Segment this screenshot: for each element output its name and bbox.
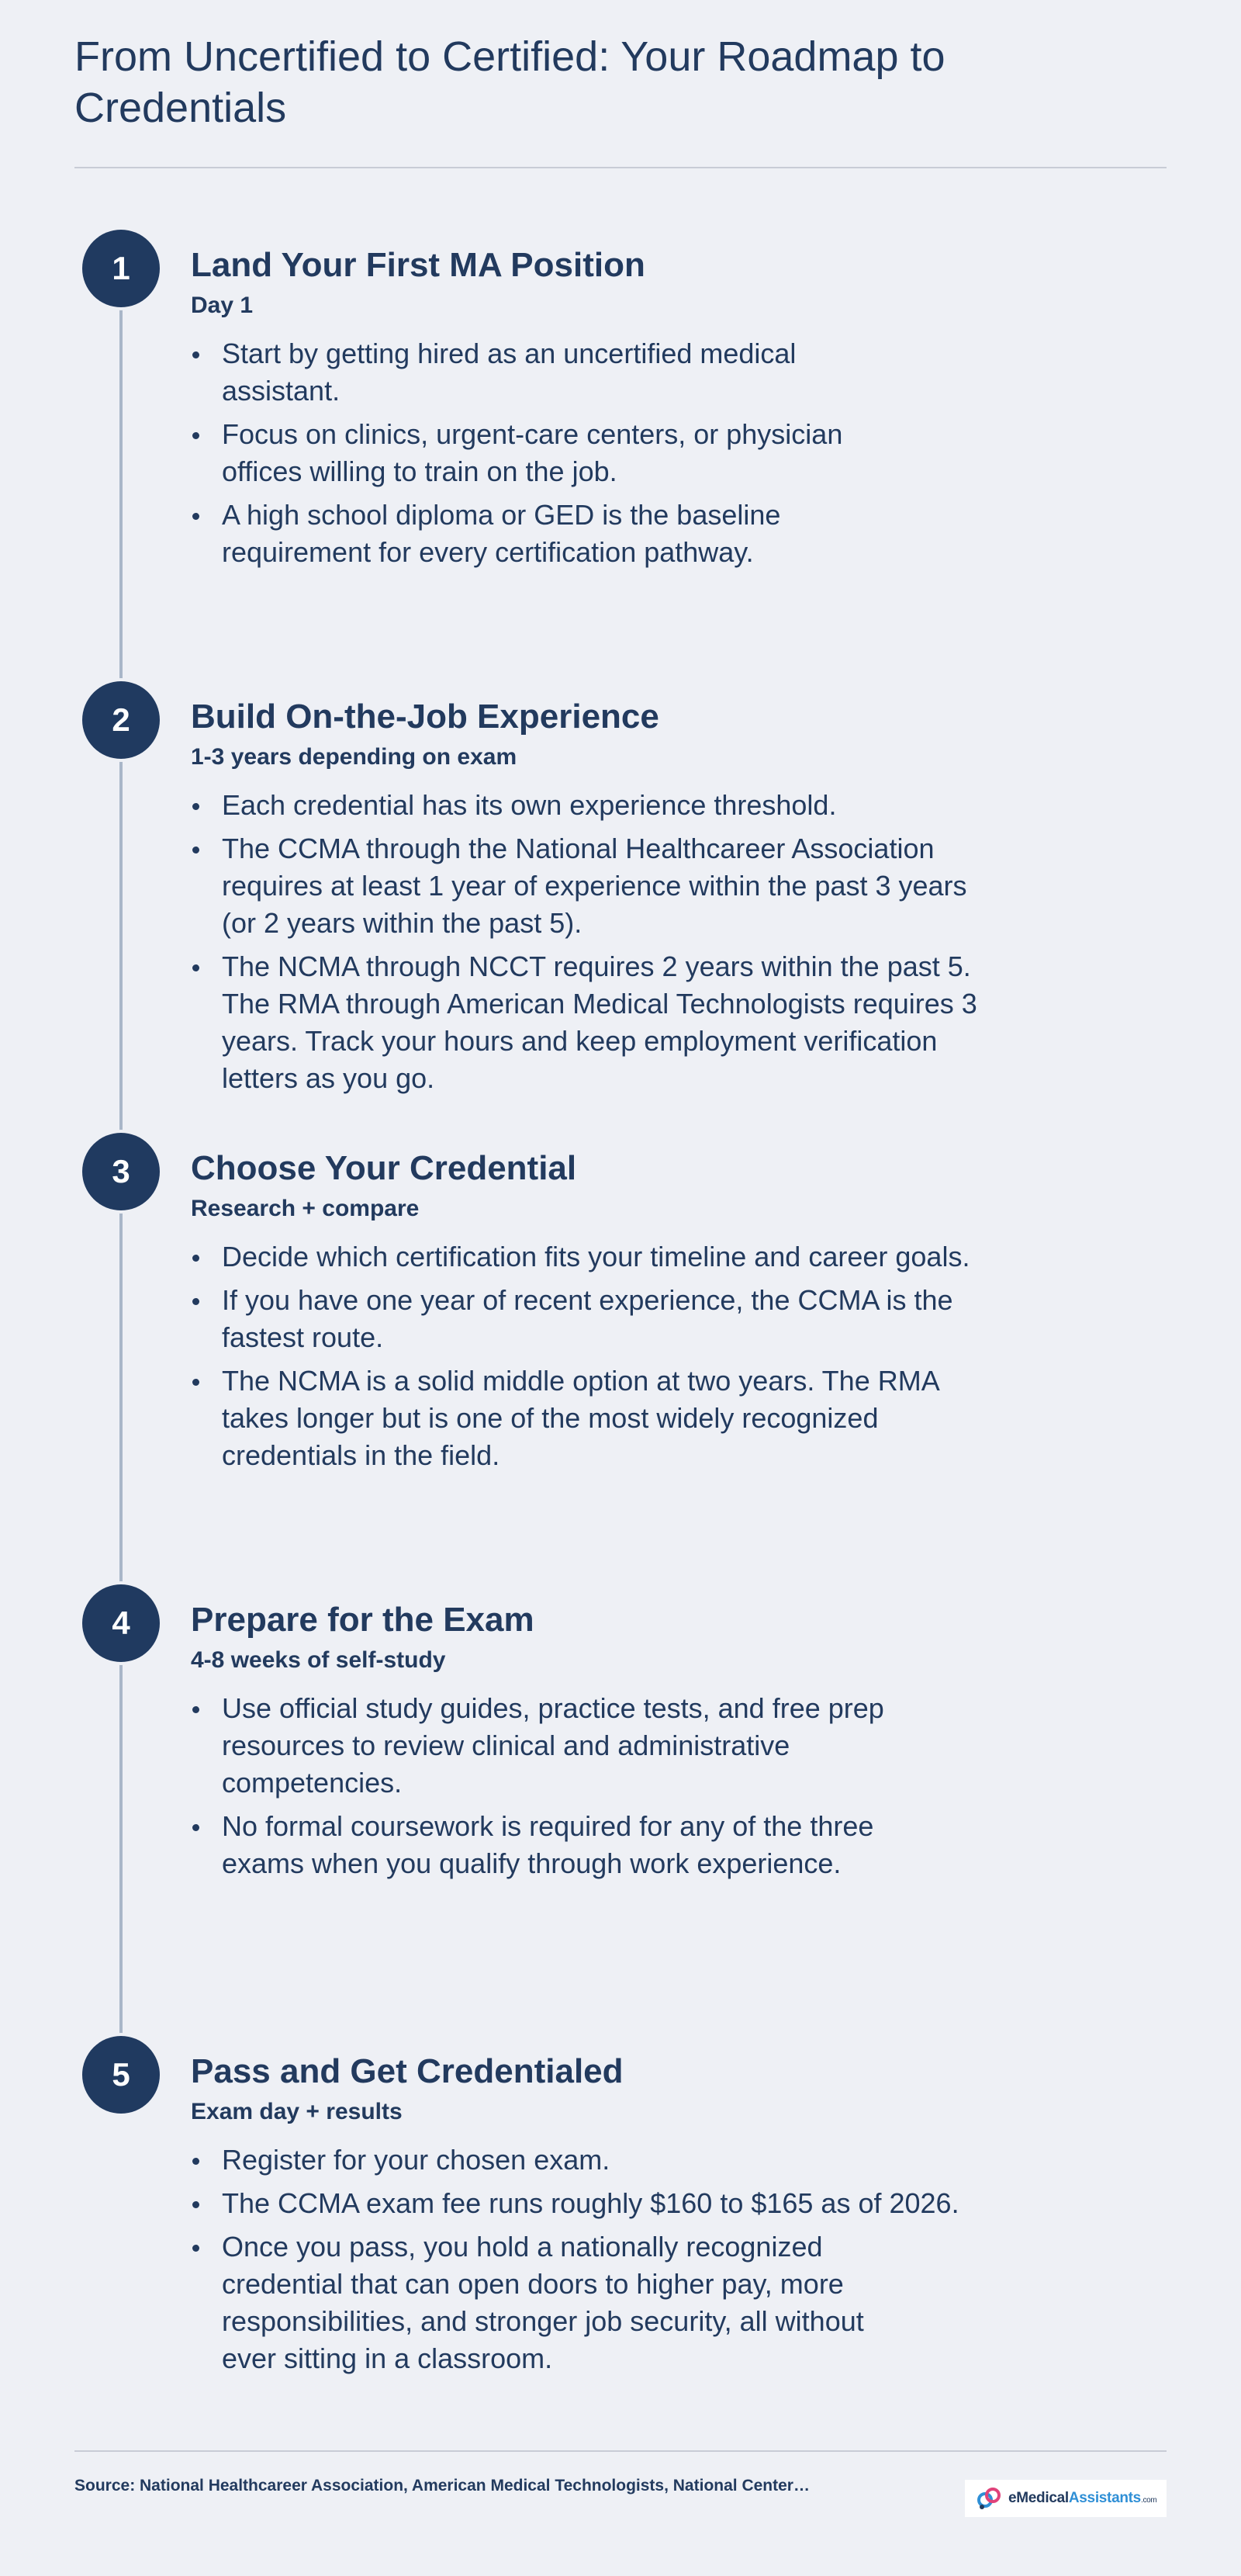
list-item: Use official study guides, practice tests, and free prep resources to review clinical and administrative competencies. [191,1690,920,1802]
step-subtitle: Day 1 [191,293,254,318]
step-bullet-list [191,1238,982,1474]
step-number-badge: 5 [82,2036,160,2114]
step-number-badge: 4 [82,1584,160,1662]
list-item: The NCMA through NCCT requires 2 years within the past 5. The RMA through American Medical Technologists requires 3 years. Track your hours and keep employment verification letters as you go. [191,948,982,1097]
list-item: Focus on clinics, urgent-care centers, or physician offices willing to train on the job. [191,416,858,490]
list-item: Decide which certification fits your timeline and career goals. [191,1238,982,1276]
step-subtitle: 4-8 weeks of self-study [191,1647,446,1673]
step-number-badge: 1 [82,230,160,307]
step-title: Pass and Get Credentialed [191,2052,624,2090]
list-item: If you have one year of recent experience, the CCMA is the fastest route. [191,1282,982,1356]
title-divider [74,167,1167,168]
logo-icon [974,2483,1005,2514]
list-item: No formal coursework is required for any of the three exams when you qualify through work experience. [191,1808,920,1882]
list-item: Each credential has its own experience threshold. [191,787,982,824]
source-note: Source: National Healthcareer Association, American Medical Technologists, National Center… [74,2477,810,2495]
step-title: Land Your First MA Position [191,246,645,284]
step-title: Prepare for the Exam [191,1601,534,1639]
step-title: Choose Your Credential [191,1149,577,1187]
step-number-badge: 3 [82,1133,160,1210]
list-item: The NCMA is a solid middle option at two years. The RMA takes longer but is one of the most widely recognized credentials in the field. [191,1362,982,1474]
list-item: Once you pass, you hold a nationally recognized credential that can open doors to higher pay, more responsibilities, and stronger job security, all without ever sitting in a classroom. [191,2228,889,2377]
step-bullet-list [191,335,858,571]
list-item: A high school diploma or GED is the baseline requirement for every certification pathway. [191,497,858,571]
step-bullet-list [191,2141,1013,2377]
step-subtitle: Exam day + results [191,2099,403,2124]
page-title: From Uncertified to Certified: Your Roadmap to Credentials [74,33,945,131]
step-subtitle: 1-3 years depending on exam [191,744,517,770]
step-bullet-list [191,787,982,1097]
step-number-badge: 2 [82,681,160,759]
step-title: Build On-the-Job Experience [191,698,659,736]
footer-divider [74,2450,1167,2452]
list-item: Register for your chosen exam. [191,2141,1013,2179]
step-bullet-list [191,1690,920,1882]
list-item: The CCMA through the National Healthcareer Association requires at least 1 year of experience within the past 3 years (or 2 years within the past 5). [191,830,982,942]
list-item: Start by getting hired as an uncertified medical assistant. [191,335,858,410]
list-item: The CCMA exam fee runs roughly $160 to $165 as of 2026. [191,2185,1013,2222]
logo-wordmark: eMedicalAssistants.com [1008,2490,1157,2506]
step-subtitle: Research + compare [191,1196,420,1221]
brand-logo [965,2480,1167,2517]
